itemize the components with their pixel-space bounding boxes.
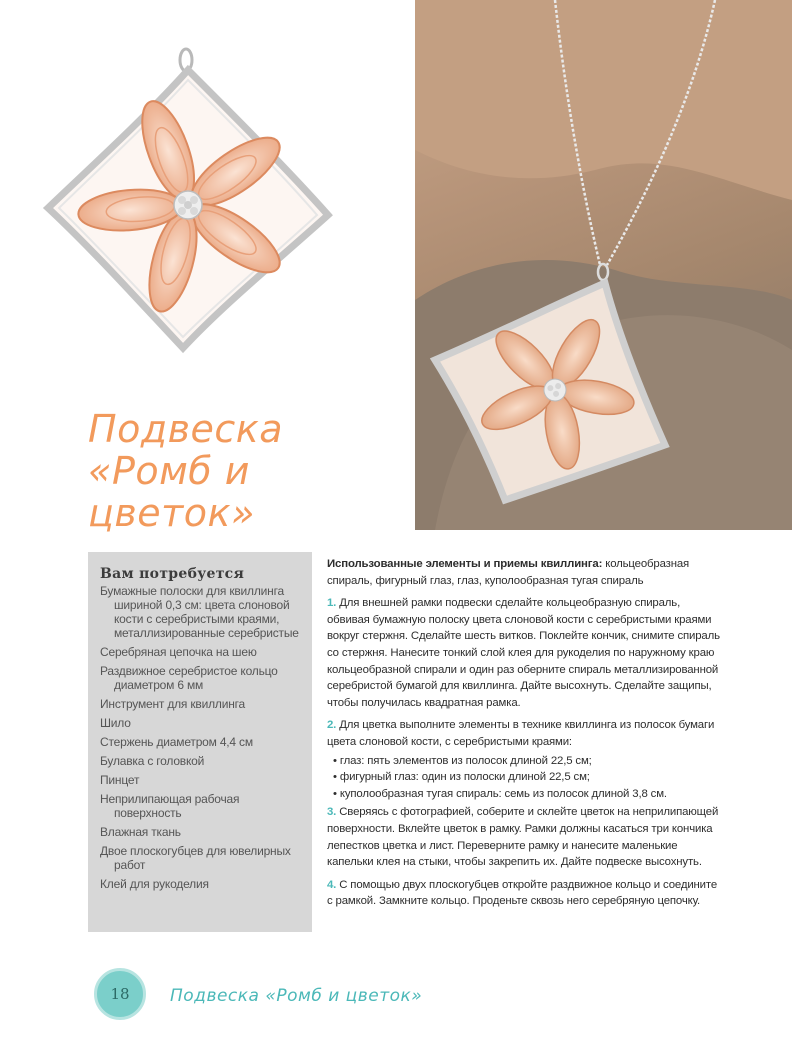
list-item: Бумажные полоски для квиллинга шириной 0,3 см: цвета слоновой кости с серебристыми краями, металлизированные серебристые: [100, 584, 299, 640]
techniques-intro: [327, 556, 721, 589]
list-item: Инструмент для квиллинга: [100, 697, 246, 711]
list-item: Неприлипающая рабочая поверхность: [100, 792, 240, 820]
step-2: [327, 717, 721, 750]
step-2-bullets: [327, 753, 721, 803]
title-line-2: «Ромб и: [88, 449, 250, 493]
list-item: • куполообразная тугая спираль: семь из полосок длиной 3,8 см.: [333, 786, 721, 803]
footer-title: Подвеска «Ромб и цветок»: [170, 986, 423, 1006]
list-item: Двое плоскогубцев для ювелирных работ: [100, 844, 291, 872]
list-item: • глаз: пять элементов из полосок длиной 22,5 см;: [333, 753, 721, 770]
pendant-on-stone-photo: [415, 0, 792, 530]
step-3: [327, 804, 721, 870]
step-number: 4.: [327, 878, 337, 891]
instructions: [327, 556, 721, 916]
step-4: [327, 877, 721, 910]
list-item: Стержень диаметром 4,4 см: [100, 735, 253, 749]
step-text: Для цветка выполните элементы в технике квиллинга из полосок бумаги цвета слоновой кости, с серебристыми краями:: [327, 719, 715, 748]
materials-sidebar: [88, 552, 312, 932]
step-1: [327, 595, 721, 711]
step-text: С помощью двух плоскогубцев откройте раздвижное кольцо и соедините с рамкой. Замкните кольцо. Проденьте сквозь него серебряную цепочку.: [327, 878, 718, 908]
list-item: Булавка с головкой: [100, 754, 205, 768]
list-item: • фигурный глаз: один из полоски длиной 22,5 см;: [333, 769, 721, 786]
title-line-3: цветок»: [88, 491, 255, 535]
list-item: Клей для рукоделия: [100, 877, 209, 891]
techniques-text: кольцеобразная спираль, фигурный глаз, глаз, куполообразная тугая спираль: [327, 558, 690, 587]
step-number: 3.: [327, 806, 337, 819]
list-item: Серебряная цепочка на шею: [100, 645, 257, 659]
materials-heading: Вам потребуется: [100, 566, 245, 582]
pendant-photo: [38, 30, 348, 370]
title-line-1: Подвеска: [88, 407, 284, 451]
page-title: [88, 408, 388, 534]
step-number: 2.: [327, 719, 337, 732]
step-text: Сверяясь с фотографией, соберите и склейте цветок на неприлипающей поверхности. Вклейте цветок в рамку. Рамки должны касаться три кончика лепестков цветка и лист. Переверните рамку и нанесите маленькие капельки клея на стыки, чтобы закрепить их. Дайте подвеске высохнуть.: [327, 806, 719, 869]
step-number: 1.: [327, 597, 337, 610]
page-number-badge: [94, 968, 146, 1020]
techniques-label: Использованные элементы и приемы квиллинга:: [327, 558, 603, 570]
list-item: Влажная ткань: [100, 825, 181, 839]
step-text: Для внешней рамки подвески сделайте кольцеобразную спираль, обвивая бумажную полоску цвета слоновой кости с серебристыми краями вокруг стержня. Сделайте шесть витков. Поклейте кончик, снимите спираль со стержня. Нанесите тонкий слой клея для рукоделия по наружному краю кольцеобразной спирали и один раз оберните спираль металлизированной серебристой бумагой для квиллинга. Дайте высохнуть. Сделайте защипы, чтобы получилась квадратная рамка.: [327, 597, 720, 709]
list-item: Шило: [100, 716, 131, 730]
page-number: 18: [110, 985, 130, 1003]
list-item: Пинцет: [100, 773, 140, 787]
list-item: Раздвижное серебристое кольцо диаметром 6 мм: [100, 664, 278, 692]
materials-list: [100, 584, 302, 891]
